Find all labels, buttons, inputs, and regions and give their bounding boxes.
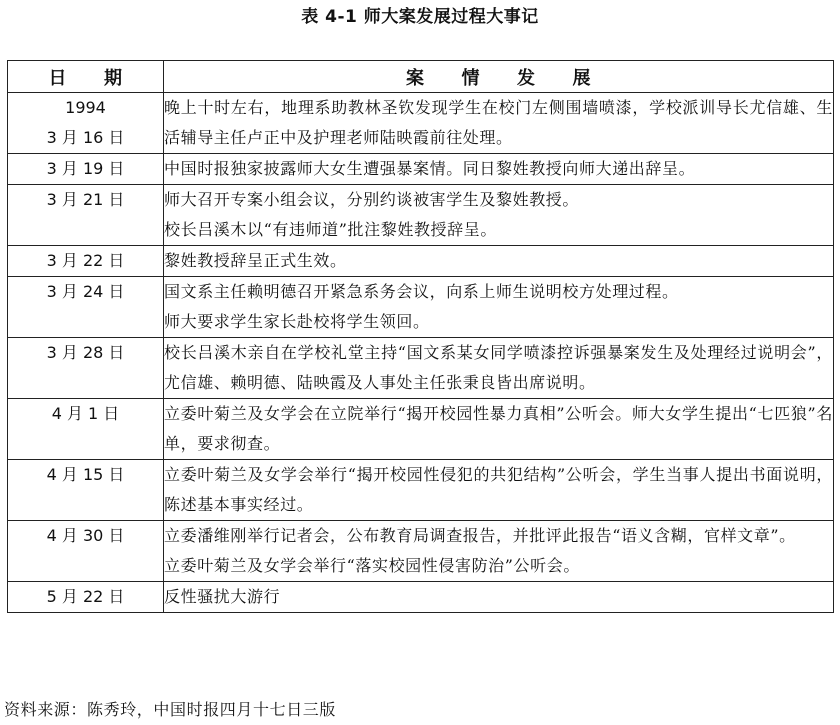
date-cell xyxy=(8,93,164,154)
table-row xyxy=(8,246,834,277)
development-cell xyxy=(164,277,834,338)
development-text: 立委叶菊兰及女学会举行“揭开校园性侵犯的共犯结构”公听会，学生当事人提出书面说明，陈述基本事实经过。 xyxy=(164,465,833,514)
table-row xyxy=(8,154,834,185)
development-text: 黎姓教授辞呈正式生效。 xyxy=(164,251,347,270)
development-text: 立委叶菊兰及女学会举行“落实校园性侵害防治”公听会。 xyxy=(164,556,580,575)
development-cell xyxy=(164,185,834,246)
date-text: 4 月 15 日 xyxy=(46,465,125,484)
development-cell xyxy=(164,460,834,521)
date-text: 3 月 24 日 xyxy=(46,282,125,301)
development-cell xyxy=(164,93,834,154)
development-text: 师大要求学生家长赴校将学生领回。 xyxy=(164,312,430,331)
development-text: 师大召开专案小组会议，分别约谈被害学生及黎姓教授。 xyxy=(164,190,580,209)
development-text: 立委叶菊兰及女学会在立院举行“揭开校园性暴力真相”公听会。师大女学生提出“七匹狼”名单，要求彻查。 xyxy=(164,404,833,453)
table-title: 表 4-1 师大案发展过程大事记 xyxy=(301,7,539,27)
development-text: 中国时报独家披露师大女生遭强暴案情。同日黎姓教授向师大递出辞呈。 xyxy=(164,159,696,178)
date-cell xyxy=(8,338,164,399)
date-cell xyxy=(8,582,164,613)
table-row xyxy=(8,277,834,338)
date-text: 5 月 22 日 xyxy=(46,587,125,606)
development-text: 国文系主任赖明德召开紧急系务会议，向系上师生说明校方处理过程。 xyxy=(164,282,679,301)
table-row xyxy=(8,338,834,399)
development-text: 校长吕溪木以“有违师道”批注黎姓教授辞呈。 xyxy=(164,220,497,239)
date-text: 4 月 1 日 xyxy=(51,404,120,423)
development-cell xyxy=(164,338,834,399)
table-row xyxy=(8,460,834,521)
development-text: 校长吕溪木亲自在学校礼堂主持“国文系某女同学喷漆控诉强暴案发生及处理经过说明会”，尤信雄、赖明德、陆映霞及人事处主任张秉良皆出席说明。 xyxy=(164,343,833,392)
date-text: 1994 xyxy=(65,98,106,117)
events-table xyxy=(7,60,834,613)
development-text: 反性骚扰大游行 xyxy=(164,587,281,606)
development-cell xyxy=(164,521,834,582)
date-cell xyxy=(8,154,164,185)
date-text: 3 月 19 日 xyxy=(46,159,125,178)
column-header-date: 日 期 xyxy=(8,61,164,93)
table-row xyxy=(8,521,834,582)
date-cell xyxy=(8,246,164,277)
table-row xyxy=(8,93,834,154)
table-body xyxy=(8,93,834,613)
column-header-development: 案 情 发 展 xyxy=(164,61,834,93)
date-text: 3 月 22 日 xyxy=(46,251,125,270)
table-row xyxy=(8,185,834,246)
date-text: 3 月 16 日 xyxy=(46,128,125,147)
date-cell xyxy=(8,521,164,582)
development-text: 晚上十时左右，地理系助教林圣钦发现学生在校门左侧围墙喷漆，学校派训导长尤信雄、生活辅导主任卢正中及护理老师陆映霞前往处理。 xyxy=(164,98,833,147)
development-cell xyxy=(164,246,834,277)
date-cell xyxy=(8,185,164,246)
date-cell xyxy=(8,399,164,460)
table-row xyxy=(8,399,834,460)
source-note: 资料来源：陈秀玲，中国时报四月十七日三版 xyxy=(4,700,337,719)
development-cell xyxy=(164,399,834,460)
development-text: 立委潘维刚举行记者会，公布教育局调查报告，并批评此报告“语义含糊，官样文章”。 xyxy=(164,526,796,545)
development-cell xyxy=(164,154,834,185)
date-cell xyxy=(8,277,164,338)
date-text: 3 月 21 日 xyxy=(46,190,125,209)
date-text: 4 月 30 日 xyxy=(46,526,125,545)
development-cell xyxy=(164,582,834,613)
table-row xyxy=(8,582,834,613)
date-text: 3 月 28 日 xyxy=(46,343,125,362)
date-cell xyxy=(8,460,164,521)
table-header-row xyxy=(8,61,834,93)
